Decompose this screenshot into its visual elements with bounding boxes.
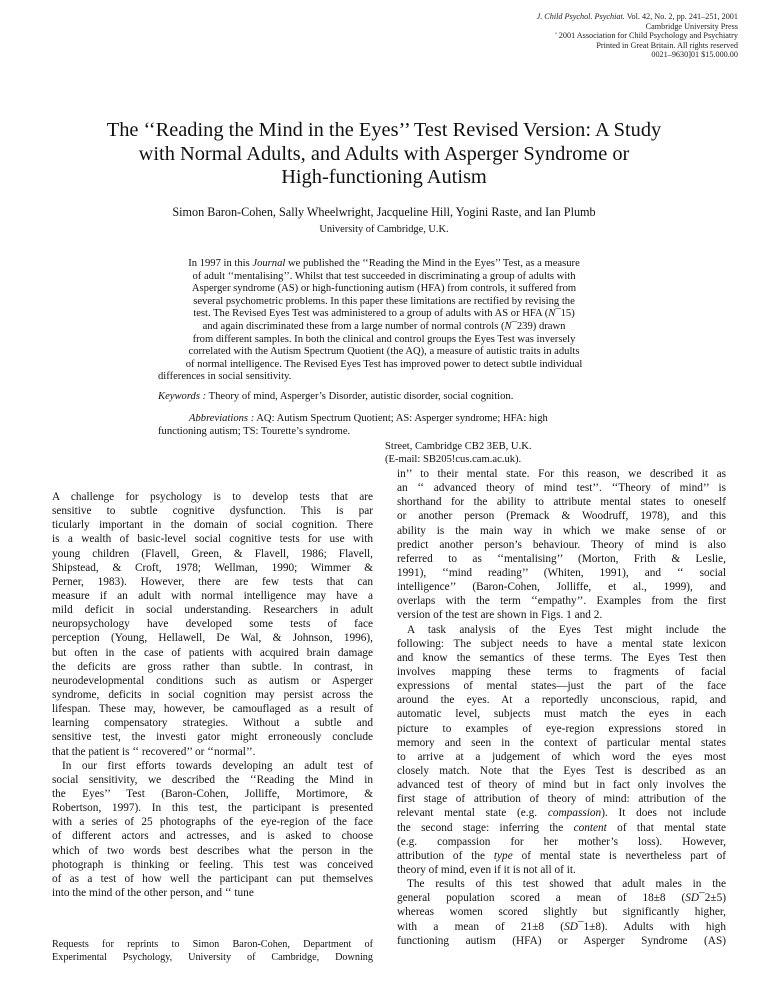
- text-line: A challenge for psychology is to develop tests that are: [52, 491, 373, 503]
- text-line: predict another person’s behaviour. Theory of mind is also: [397, 538, 726, 551]
- text-line: syndrome, deficits in social cognition may persist across the: [52, 688, 373, 701]
- text-line: Perner, 1983). However, there are few tests that can: [52, 575, 373, 588]
- body-right-column: [397, 467, 726, 948]
- text-line: with a mean of 21±8 (SD¯1±8). Adults with high: [397, 920, 726, 933]
- abstract-line: test. The Revised Eyes Test was administered to a group of adults with AS or HFA (N¯15): [193, 308, 575, 320]
- journal-header: [537, 12, 738, 60]
- text-line: of as a test of how well the participant can put themselves: [52, 872, 373, 885]
- text-line: first stage of attribution of theory of mind: attribution of the: [397, 793, 726, 806]
- reprint-footnote: Requests for reprints to Simon Baron-Cohen, Department of Experimental Psychology, University of Cambridge, Downing: [52, 939, 373, 964]
- text-line: measure if an adult with normal intelligence may have a: [52, 589, 373, 602]
- text-line: relevant mental state (e.g. compassion). It does not include: [397, 807, 726, 820]
- title-line: High-functioning Autism: [281, 166, 487, 188]
- text-line: The results of this test showed that adult males in the: [407, 878, 726, 891]
- text-line: to arrive at a judgement of which word the eyes most: [397, 750, 726, 763]
- copyright: ' 2001 Association for Child Psychology and Psychiatry: [555, 31, 738, 41]
- abstract-line: of adult ‘‘mentalising’’. Whilst that test succeeded in discriminating a group of adults with: [192, 270, 576, 282]
- title-line: The ‘‘Reading the Mind in the Eyes’’ Test Revised Version: A Study: [106, 119, 662, 141]
- text-line: neuropsychology have developed some tests of face: [52, 618, 373, 631]
- keywords-label: Keywords :: [158, 391, 207, 402]
- text-line: learning compensatory strategies. Without a subtle and: [52, 717, 373, 730]
- abstract-line: from different samples. In both the clinical and control groups the Eyes Test was inversely: [192, 333, 576, 345]
- text-line: memory and seen in the context of particular mental states: [397, 736, 726, 749]
- text-line: shorthand for the ability to attribute mental states to oneself: [397, 496, 726, 509]
- affiliation: University of Cambridge, U.K.: [319, 224, 449, 235]
- text-line: into the mind of the other person, and ‘‘ tune: [52, 886, 254, 899]
- text-line: picture to examples of eye-region expressions stored in: [397, 722, 726, 735]
- text-line: neurodevelopmental conditions such as autism or Asperger: [52, 674, 373, 687]
- text-line: and know the semantics of these terms. The Eyes Test then: [397, 651, 726, 664]
- text-line: ability is the main way in which we make sense of or: [397, 524, 726, 537]
- text-line: following: The subject needs to have a mental state lexicon: [397, 637, 726, 650]
- text-line: referred to as ‘‘mentalising’’ (Morton, Frith & Leslie,: [397, 552, 726, 565]
- text-line: A task analysis of the Eyes Test might include the: [407, 623, 726, 636]
- text-line: version of the test are shown in Figs. 1 and 2.: [397, 609, 603, 622]
- text-line: with a series of 25 photographs of the eye-region of the face: [52, 816, 373, 829]
- text-line: the second stage: inferring the content of that mental state: [397, 821, 726, 834]
- text-line: Robertson, 1997). In this test, the participant is presented: [52, 802, 373, 815]
- title-line: with Normal Adults, and Adults with Asperger Syndrome or: [138, 142, 630, 165]
- text-line: In our first efforts towards developing an adult test of: [62, 759, 373, 772]
- journal-citation: [537, 12, 738, 22]
- text-line: which of two words best describes what the person in the: [52, 844, 373, 857]
- text-line: social sensitivity, we described the ‘‘Reading the Mind in: [52, 773, 373, 786]
- text-line: young children (Flavell, Green, & Flavell, 1986; Flavell,: [52, 547, 373, 560]
- abstract-line: correlated with the Autism Spectrum Quotient (the AQ), a measure of autistic traits in adults: [188, 346, 580, 358]
- text-line: functioning autism (HFA) or Asperger Syndrome (AS): [397, 934, 726, 947]
- abstract: [158, 258, 610, 384]
- text-line: that the patient is ‘‘ recovered’’ or ‘‘normal’’.: [52, 745, 256, 758]
- text-line: the Eyes’’ Test (Baron-Cohen, Jolliffe, Mortimore, &: [52, 787, 373, 800]
- abstract-line: Asperger syndrome (AS) or high-functioning autism (HFA) from controls, it suffered from: [191, 283, 577, 295]
- text-line: is a wealth of basic-level social cognitive tests for use with: [52, 533, 373, 546]
- authors: Simon Baron-Cohen, Sally Wheelwright, Jacqueline Hill, Yogini Raste, and Ian Plumb: [172, 205, 596, 219]
- text-line: expressions of mental states—just the part of the face: [397, 680, 726, 693]
- text-line: (e.g. compassion for her mother’s loss). However,: [397, 835, 726, 848]
- abstract-line: differences in social sensitivity.: [158, 371, 292, 383]
- text-line: Shipstead, & Croft, 1978; Wellman, 1990; Wimmer &: [52, 561, 373, 574]
- text-line: automatic level, subjects must match the eyes in each: [397, 708, 726, 721]
- text-line: theory of mind, even if it is not all of it.: [397, 863, 576, 876]
- text-line: in’’ to their mental state. For this reason, we described it as: [397, 468, 726, 480]
- text-line: or another person (Premack & Woodruff, 1978), and this: [397, 510, 726, 523]
- text-line: the deficits are gross rather than subtle. In contrast, in: [52, 660, 373, 673]
- text-line: sensitive test, the investi gator might erroneously conclude: [52, 731, 373, 744]
- text-line: photograph is thinking or feeling. This test was conceived: [52, 858, 373, 871]
- journal-abbrev: J. Child Psychol. Psychiat.: [536, 12, 625, 21]
- keywords-text: Theory of mind, Asperger’s Disorder, autistic disorder, social cognition.: [206, 391, 514, 402]
- text-line: intelligence’’ (Baron-Cohen, Jolliffe, et al., 1999), and: [397, 581, 726, 594]
- text-line: 1991), ‘‘mind reading’’ (Whiten, 1991), and ‘‘ social: [397, 566, 726, 579]
- abstract-line: of normal intelligence. The Revised Eyes Test has improved power to detect subtle individual: [185, 358, 583, 370]
- text-line: whereas women scored slightly but significantly higher,: [397, 906, 726, 919]
- text-line: lifespan. These may, however, be camouflaged as a result of: [52, 703, 373, 716]
- volume-info: Vol. 42, No. 2, pp. 241–251, 2001: [624, 12, 738, 21]
- text-line: sensitive to subtle cognitive dysfunction. This is par: [52, 505, 373, 518]
- abstract-line: In 1997 in this Journal we published the ‘‘Reading the Mind in the Eyes’’ Test, as a measure: [188, 258, 580, 269]
- text-line: attribution of the type of mental state is nevertheless part of: [397, 849, 727, 862]
- text-line: advanced test of theory of mind but in fact only involves the: [397, 779, 726, 792]
- abbreviations-label: Abbreviations :: [189, 413, 255, 424]
- publisher: Cambridge University Press: [645, 21, 738, 31]
- issn-code: 0021–9630]01 $15.000.00: [651, 50, 738, 60]
- abbreviations: Abbreviations : AQ: Autism Spectrum Quotient; AS: Asperger syndrome; HFA: high functioning autism; TS: Tourette’s syndrome.: [158, 413, 548, 437]
- paper-title: [60, 119, 708, 190]
- text-line: closely match. Note that the Eyes Test is described as an: [397, 764, 726, 777]
- text-line: of different actors and actresses, and is asked to choose: [52, 830, 373, 843]
- text-line: involves mapping these terms to fragments of facial: [397, 665, 726, 678]
- text-line: overlaps with the term ‘‘empathy’’. Examples from the first: [397, 595, 726, 608]
- text-line: around the eyes. At a reportedly unconscious, rapid, and: [397, 694, 726, 707]
- body-left-column: [52, 490, 373, 900]
- text-line: mild deficit in social understanding. Researchers in adult: [52, 604, 373, 617]
- abstract-line: and again discriminated these from a large number of normal controls (N¯239) drawn: [202, 320, 566, 332]
- text-line: perception (Young, Hellawell, De Wal, & Johnson, 1996),: [52, 632, 373, 645]
- text-line: an ‘‘ advanced theory of mind test’’. ‘‘Theory of mind’’ is: [397, 482, 726, 495]
- printed-notice: Printed in Great Britain. All rights reserved: [596, 40, 738, 50]
- text-line: but often in the case of patients with acquired brain damage: [52, 646, 373, 659]
- abstract-line: several psychometric problems. In this paper these limitations are rectified by revising the: [193, 295, 575, 307]
- correspondence-address: Street, Cambridge CB2 3EB, U.K. (E-mail: SB205!cus.cam.ac.uk).: [385, 441, 532, 465]
- keywords: [158, 391, 618, 404]
- text-line: ticularly important in the domain of social cognition. There: [52, 519, 373, 532]
- text-line: general population scored a mean of 18±8 (SD¯2±5): [397, 892, 726, 905]
- email-link[interactable]: (E-mail: SB205!cus.cam.ac.uk).: [385, 453, 522, 465]
